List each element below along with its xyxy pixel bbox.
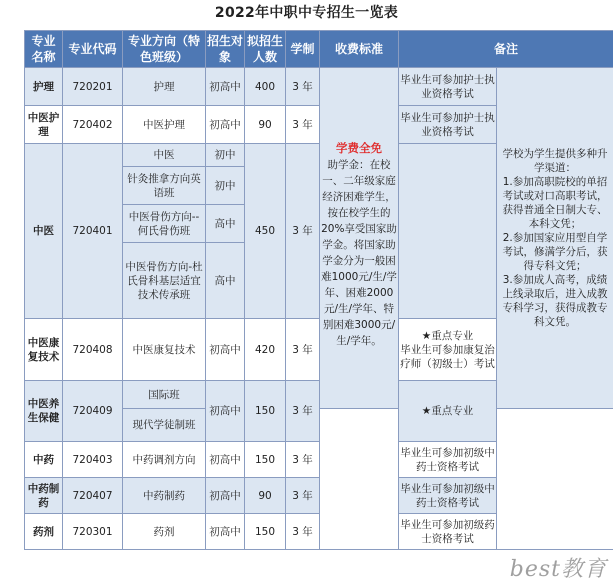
note-cell bbox=[399, 144, 497, 319]
direction-cell: 中医护理 bbox=[123, 106, 206, 144]
header-fee: 收费标准 bbox=[320, 31, 399, 68]
note-cell: 毕业生可参加护士执业资格考试 bbox=[399, 68, 497, 106]
note-cell: 毕业生可参加护士执业资格考试 bbox=[399, 106, 497, 144]
years-cell: 3 年 bbox=[286, 442, 320, 478]
major-cell: 中医 bbox=[25, 144, 63, 319]
note-cell: 毕业生可参加初级中药士资格考试 bbox=[399, 478, 497, 514]
code-cell: 720409 bbox=[63, 381, 123, 442]
code-cell: 720403 bbox=[63, 442, 123, 478]
header-code: 专业代码 bbox=[63, 31, 123, 68]
direction-cell: 中医康复技术 bbox=[123, 319, 206, 381]
plan-cell: 150 bbox=[245, 442, 286, 478]
watermark-logo: best教育 bbox=[509, 557, 607, 582]
years-cell: 3 年 bbox=[286, 319, 320, 381]
years-cell: 3 年 bbox=[286, 478, 320, 514]
direction-cell: 国际班 bbox=[123, 381, 206, 409]
header-direction: 专业方向（特色班级） bbox=[123, 31, 206, 68]
plan-cell: 420 bbox=[245, 319, 286, 381]
plan-cell: 150 bbox=[245, 381, 286, 442]
major-cell: 护理 bbox=[25, 68, 63, 106]
plan-cell: 150 bbox=[245, 514, 286, 550]
target-cell: 高中 bbox=[206, 243, 245, 319]
admissions-table bbox=[24, 30, 613, 550]
major-cell: 中医养生保健 bbox=[25, 381, 63, 442]
code-cell: 720201 bbox=[63, 68, 123, 106]
years-cell: 3 年 bbox=[286, 381, 320, 442]
route-item: 2.参加国家应用型自学考试，修满学分后，获得专科文凭； bbox=[502, 232, 608, 272]
target-cell: 初高中 bbox=[206, 514, 245, 550]
code-cell: 720301 bbox=[63, 514, 123, 550]
direction-cell: 护理 bbox=[123, 68, 206, 106]
target-cell: 初高中 bbox=[206, 106, 245, 144]
target-cell: 初中 bbox=[206, 167, 245, 205]
major-cell: 中医护理 bbox=[25, 106, 63, 144]
code-cell: 720401 bbox=[63, 144, 123, 319]
years-cell: 3 年 bbox=[286, 68, 320, 106]
target-cell: 初高中 bbox=[206, 478, 245, 514]
fee-description: 助学金：在校一、二年级家庭经济困难学生，按在校学生的20%享受国家助学金。将国家助学金分为一般困难1000元/生/学年、困难2000元/生/学年、特别困难3000元/生/学年。 bbox=[321, 159, 397, 347]
target-cell: 高中 bbox=[206, 205, 245, 243]
route-intro: 学校为学生提供多种升学渠道： bbox=[502, 148, 608, 174]
blank-cell bbox=[497, 409, 613, 550]
key-major-badge: ★重点专业 bbox=[421, 405, 474, 417]
note-cell: 毕业生可参加初级中药士资格考试 bbox=[399, 442, 497, 478]
direction-cell: 中药调剂方向 bbox=[123, 442, 206, 478]
fee-cell bbox=[320, 68, 399, 409]
note-cell: 毕业生可参加初级药士资格考试 bbox=[399, 514, 497, 550]
note-cell bbox=[399, 319, 497, 381]
header-plan: 拟招生人数 bbox=[245, 31, 286, 68]
header-years: 学制 bbox=[286, 31, 320, 68]
code-cell: 720407 bbox=[63, 478, 123, 514]
fee-free-text: 学费全免 bbox=[336, 141, 382, 155]
plan-cell: 400 bbox=[245, 68, 286, 106]
header-row bbox=[25, 31, 613, 68]
major-cell: 中药制药 bbox=[25, 478, 63, 514]
blank-cell bbox=[320, 409, 399, 550]
direction-cell: 现代学徒制班 bbox=[123, 409, 206, 442]
header-target: 招生对象 bbox=[206, 31, 245, 68]
page-title: 2022年中职中专招生一览表 bbox=[214, 5, 399, 21]
header-note: 备注 bbox=[399, 31, 613, 68]
direction-cell: 药剂 bbox=[123, 514, 206, 550]
header-major: 专业名称 bbox=[25, 31, 63, 68]
note-cell bbox=[399, 381, 497, 442]
major-cell: 中医康复技术 bbox=[25, 319, 63, 381]
note-text: 毕业生可参加康复治疗师（初级士）考试 bbox=[400, 343, 495, 370]
major-cell: 药剂 bbox=[25, 514, 63, 550]
direction-cell: 中医骨伤方向-杜氏骨科基层适宜技术传承班 bbox=[123, 243, 206, 319]
direction-cell: 针灸推拿方向英语班 bbox=[123, 167, 206, 205]
table-row bbox=[25, 68, 613, 106]
target-cell: 初高中 bbox=[206, 68, 245, 106]
target-cell: 初高中 bbox=[206, 381, 245, 442]
major-cell: 中药 bbox=[25, 442, 63, 478]
plan-cell: 90 bbox=[245, 478, 286, 514]
route-item: 3.参加成人高考，成绩上线录取后，进入成教专科学习，获得成教专科文凭。 bbox=[502, 274, 608, 328]
routes-cell bbox=[497, 68, 613, 409]
target-cell: 初中 bbox=[206, 144, 245, 167]
plan-cell: 450 bbox=[245, 144, 286, 319]
direction-cell: 中医 bbox=[123, 144, 206, 167]
plan-cell: 90 bbox=[245, 106, 286, 144]
code-cell: 720408 bbox=[63, 319, 123, 381]
route-item: 1.参加高职院校的单招考试或对口高职考试，获得普通全日制大专、本科文凭； bbox=[502, 176, 608, 230]
key-major-badge: ★重点专业 bbox=[421, 329, 474, 342]
years-cell: 3 年 bbox=[286, 144, 320, 319]
years-cell: 3 年 bbox=[286, 514, 320, 550]
target-cell: 初高中 bbox=[206, 442, 245, 478]
direction-cell: 中医骨伤方向--何氏骨伤班 bbox=[123, 205, 206, 243]
target-cell: 初高中 bbox=[206, 319, 245, 381]
code-cell: 720402 bbox=[63, 106, 123, 144]
direction-cell: 中药制药 bbox=[123, 478, 206, 514]
years-cell: 3 年 bbox=[286, 106, 320, 144]
